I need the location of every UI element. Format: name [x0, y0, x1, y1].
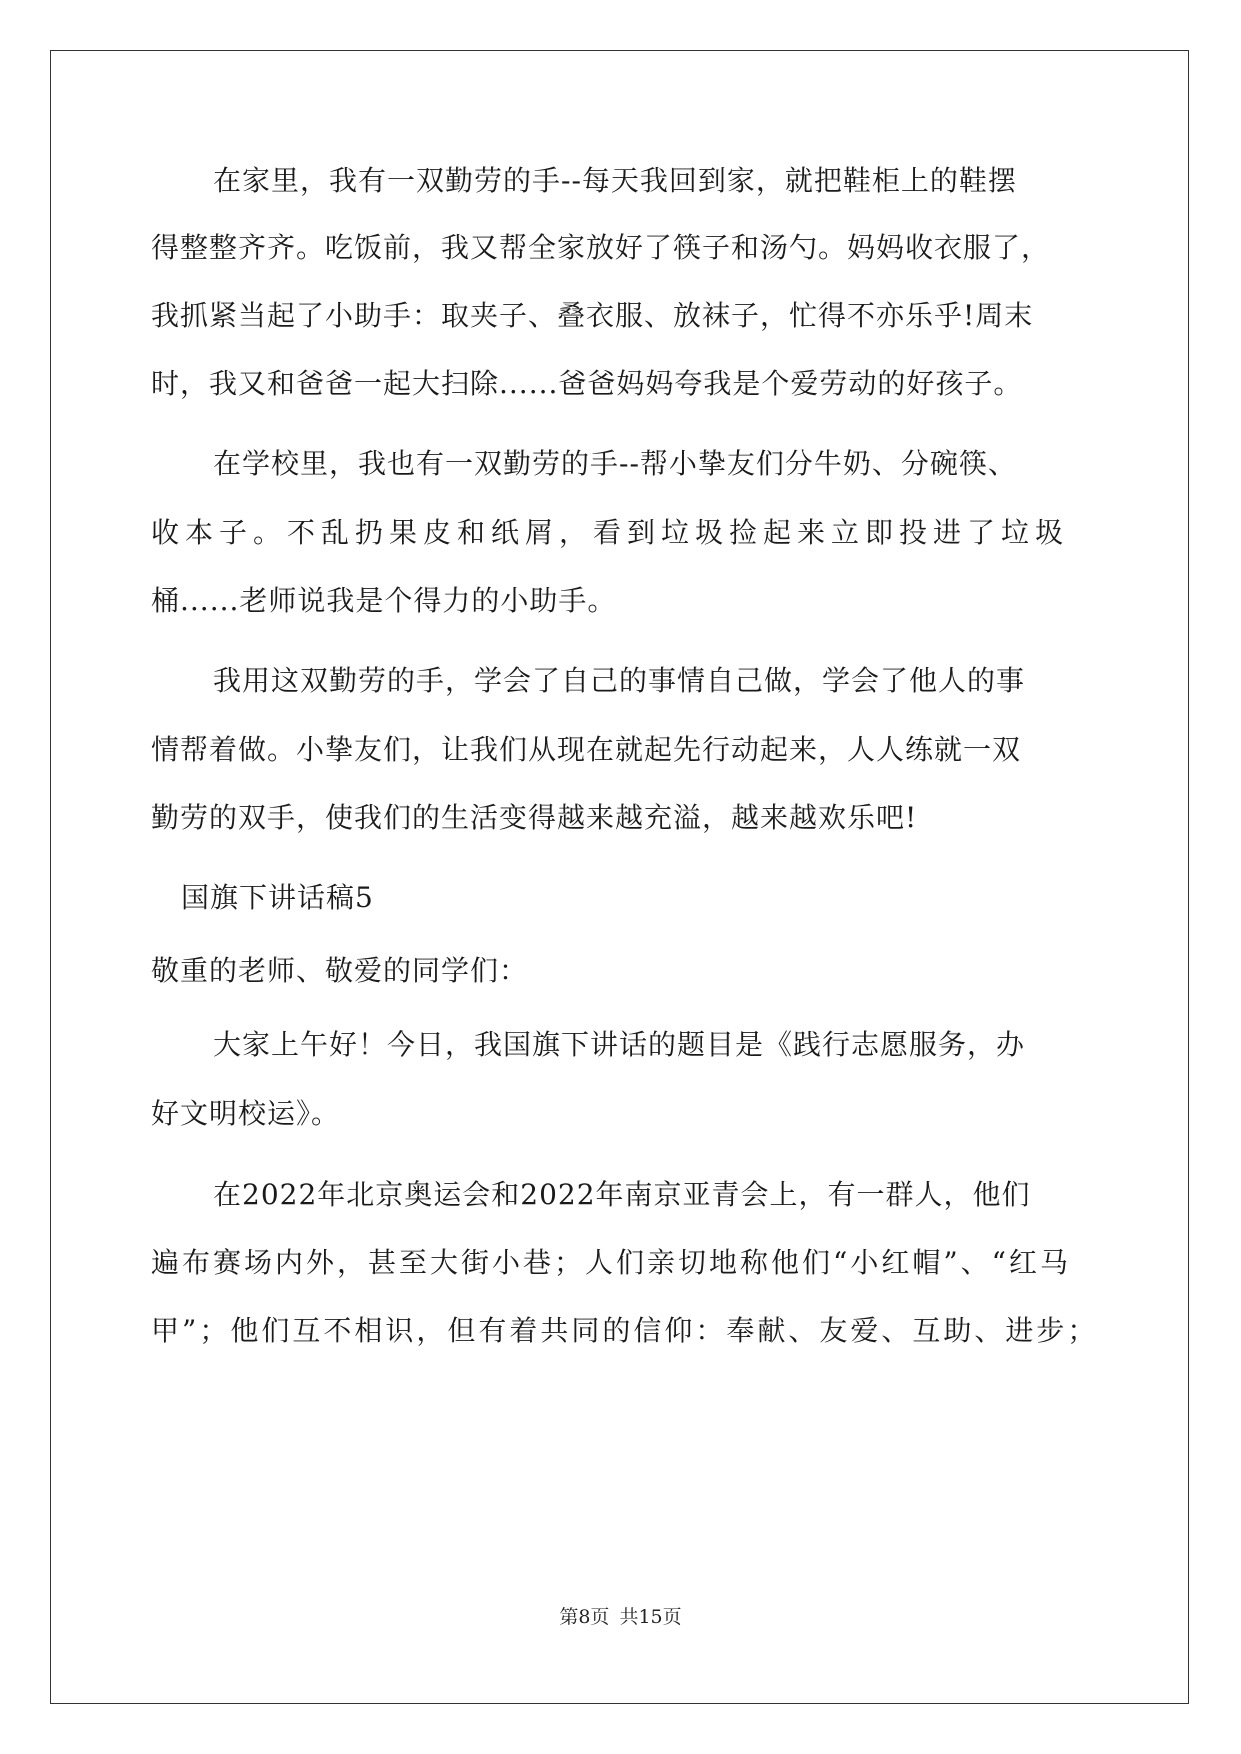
paragraph-line: 勤劳的双手，使我们的生活变得越来越充溢，越来越欢乐吧!	[151, 801, 918, 834]
paragraph-line: 情帮着做。小挚友们，让我们从现在就起先行动起来，人人练就一双	[151, 733, 1022, 766]
paragraph-line: 得整整齐齐。吃饭前，我又帮全家放好了筷子和汤勺。妈妈收衣服了，	[151, 231, 1051, 264]
paragraph-line: 在家里，我有一双勤劳的手--每天我回到家，就把鞋柜上的鞋摆	[213, 164, 1017, 197]
paragraph-line: 大家上午好！今日，我国旗下讲话的题目是《践行志愿服务，办	[213, 1028, 1026, 1061]
page-number: 第8页	[559, 1606, 610, 1628]
page-footer	[0, 1605, 1241, 1629]
paragraph-line: 收本子。不乱扔果皮和纸屑，看到垃圾捡起来立即投进了垃圾	[151, 516, 1070, 549]
paragraph-line: 在2022年北京奥运会和2022年南京亚青会上，有一群人，他们	[213, 1178, 1031, 1211]
paragraph-line: 时，我又和爸爸一起大扫除......爸爸妈妈夸我是个爱劳动的好孩子。	[151, 367, 1023, 400]
paragraph-line: 在学校里，我也有一双勤劳的手--帮小挚友们分牛奶、分碗筷、	[213, 447, 1017, 480]
paragraph-line: 我用这双勤劳的手，学会了自己的事情自己做，学会了他人的事	[213, 664, 1026, 697]
section-heading: 国旗下讲话稿5	[181, 881, 374, 914]
paragraph-line: 桶......老师说我是个得力的小助手。	[151, 584, 617, 617]
paragraph-line: 好文明校运》。	[151, 1097, 341, 1130]
paragraph-line: 我抓紧当起了小助手：取夹子、叠衣服、放袜子，忙得不亦乐乎!周末	[151, 299, 1034, 332]
page-total: 共15页	[619, 1606, 682, 1628]
paragraph-line: 遍布赛场内外，甚至大街小巷；人们亲切地称他们“小红帽”、“红马	[151, 1246, 1071, 1279]
paragraph-line: 甲”；他们互不相识，但有着共同的信仰：奉献、友爱、互助、进步；	[151, 1314, 1099, 1347]
salutation: 敬重的老师、敬爱的同学们：	[151, 954, 529, 987]
